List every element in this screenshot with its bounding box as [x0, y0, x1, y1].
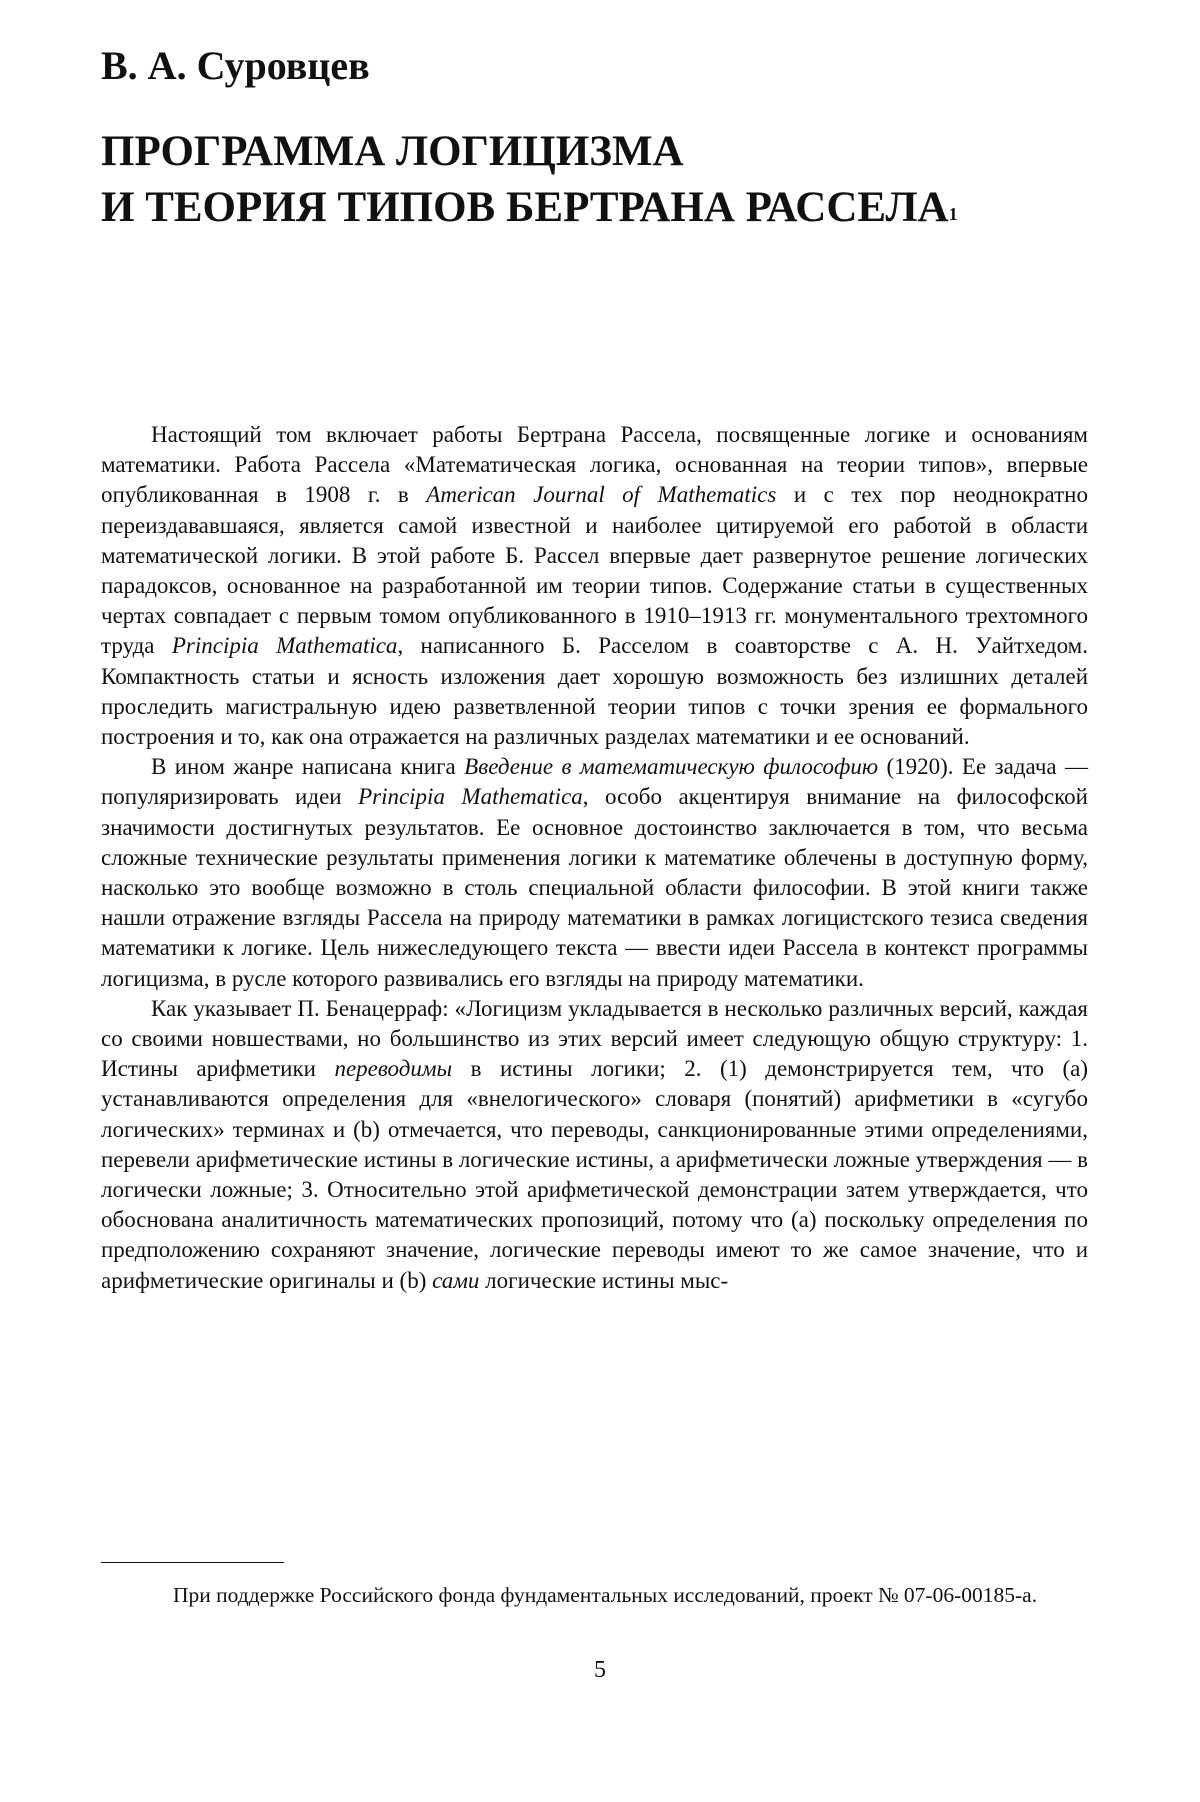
title-footnote-marker: 1: [948, 204, 958, 224]
emphasis-word: сами: [432, 1267, 480, 1293]
paragraph-text: логические истины мыс-: [479, 1267, 729, 1293]
paragraph-text: Как указывает П. Бенацерраф: «Логицизм укладывается в несколько различных версий, каждая со своими новшествами, но большинство из этих версий имеет следующую общую структуру: 1. Истины арифметики: [101, 995, 1088, 1082]
article-body: [101, 420, 1088, 1296]
title-line-2: [101, 180, 1101, 236]
book-title-principia: Principia Mathematica: [358, 784, 583, 810]
paragraph-text: Настоящий том включает работы Бертрана Рассела, посвященные логике и основаниям математики. Работа Рассела «Математическая логика, основанная на теории типов», впервые опубликованная в 1908 г. в: [101, 422, 1088, 508]
title-line-2-text: И ТЕОРИЯ ТИПОВ БЕРТРАНА РАССЕЛА: [101, 184, 949, 231]
paragraph-3: [101, 994, 1088, 1296]
footnote: При поддержке Российского фонда фундаментальных исследований, проект № 07-06-00185-а.: [173, 1583, 1038, 1607]
page-number: 5: [594, 1657, 606, 1683]
book-title-introduction: Введение в математическую философию: [464, 754, 879, 780]
paragraph-text: , написанного Б. Расселом в соавторстве с А. Н. Уайтхедом. Компактность статьи и ясность изложения дает хорошую возможность без излишних деталей проследить магистральную идею разветвленной теории типов с точки зрения ее формального построения и то, как она отражается на различных разделах математики и ее оснований.: [101, 633, 1088, 750]
paragraph-text: , особо акцентируя внимание на философской значимости достигнутых результатов. Ее основное достоинство заключается в том, что весьма сложные технические результаты применения логики к математике облечены в доступную форму, насколько это вообще возможно в столь специальной области философии. В этой книги также нашли отражение взгляды Рассела на природу математики в рамках логицистского тезиса сведения математики к логике. Цель нижеследующего текста — ввести идеи Рассела в контекст программы логицизма, в русле которого развивались его взгляды на природу математики.: [101, 784, 1088, 991]
paragraph-text: и с тех пор неоднократно переиздававшаяся, является самой известной и наиболее цитируемой его работой в области математической логики. В этой работе Б. Рассел впервые дает развернутое решение логических парадоксов, основанное на разработанной им теории типов. Содержание статьи в существенных чертах совпадает с первым томом опубликованного в 1910–1913 гг. монументального трехтомного труда: [101, 482, 1088, 659]
paragraph-2: [101, 752, 1088, 994]
article-title: [101, 124, 1101, 236]
emphasis-word: переводимы: [334, 1056, 453, 1082]
paragraph-text: в истины логики; 2. (1) демонстрируется тем, что (a) устанавливаются определения для «внелогического» словаря (понятий) арифметики в «сугубо логических» терминах и (b) отмечается, что переводы, санкционированные этими определениями, перевели арифметические истины в логические истины, а арифметически ложные утверждения — в логически ложные; 3. Относительно этой арифметической демонстрации затем утверждается, что обоснована аналитичность математических пропозиций, потому что (a) поскольку определения по предположению сохраняют значение, логические переводы имеют то же самое значение, что и арифметические оригиналы и (b): [101, 1056, 1088, 1293]
title-line-1: ПРОГРАММА ЛОГИЦИЗМА: [101, 128, 684, 175]
journal-title: American Journal of Mathematics: [426, 482, 777, 508]
paragraph-text: (1920). Ее задача — популяризировать идеи: [101, 754, 1089, 810]
author-name: В. А. Суровцев: [101, 43, 370, 88]
footnote-divider: [101, 1562, 284, 1563]
paragraph-text: В ином жанре написана книга: [151, 754, 465, 780]
paragraph-1: [101, 420, 1088, 752]
book-title-principia: Principia Mathematica: [171, 633, 398, 659]
